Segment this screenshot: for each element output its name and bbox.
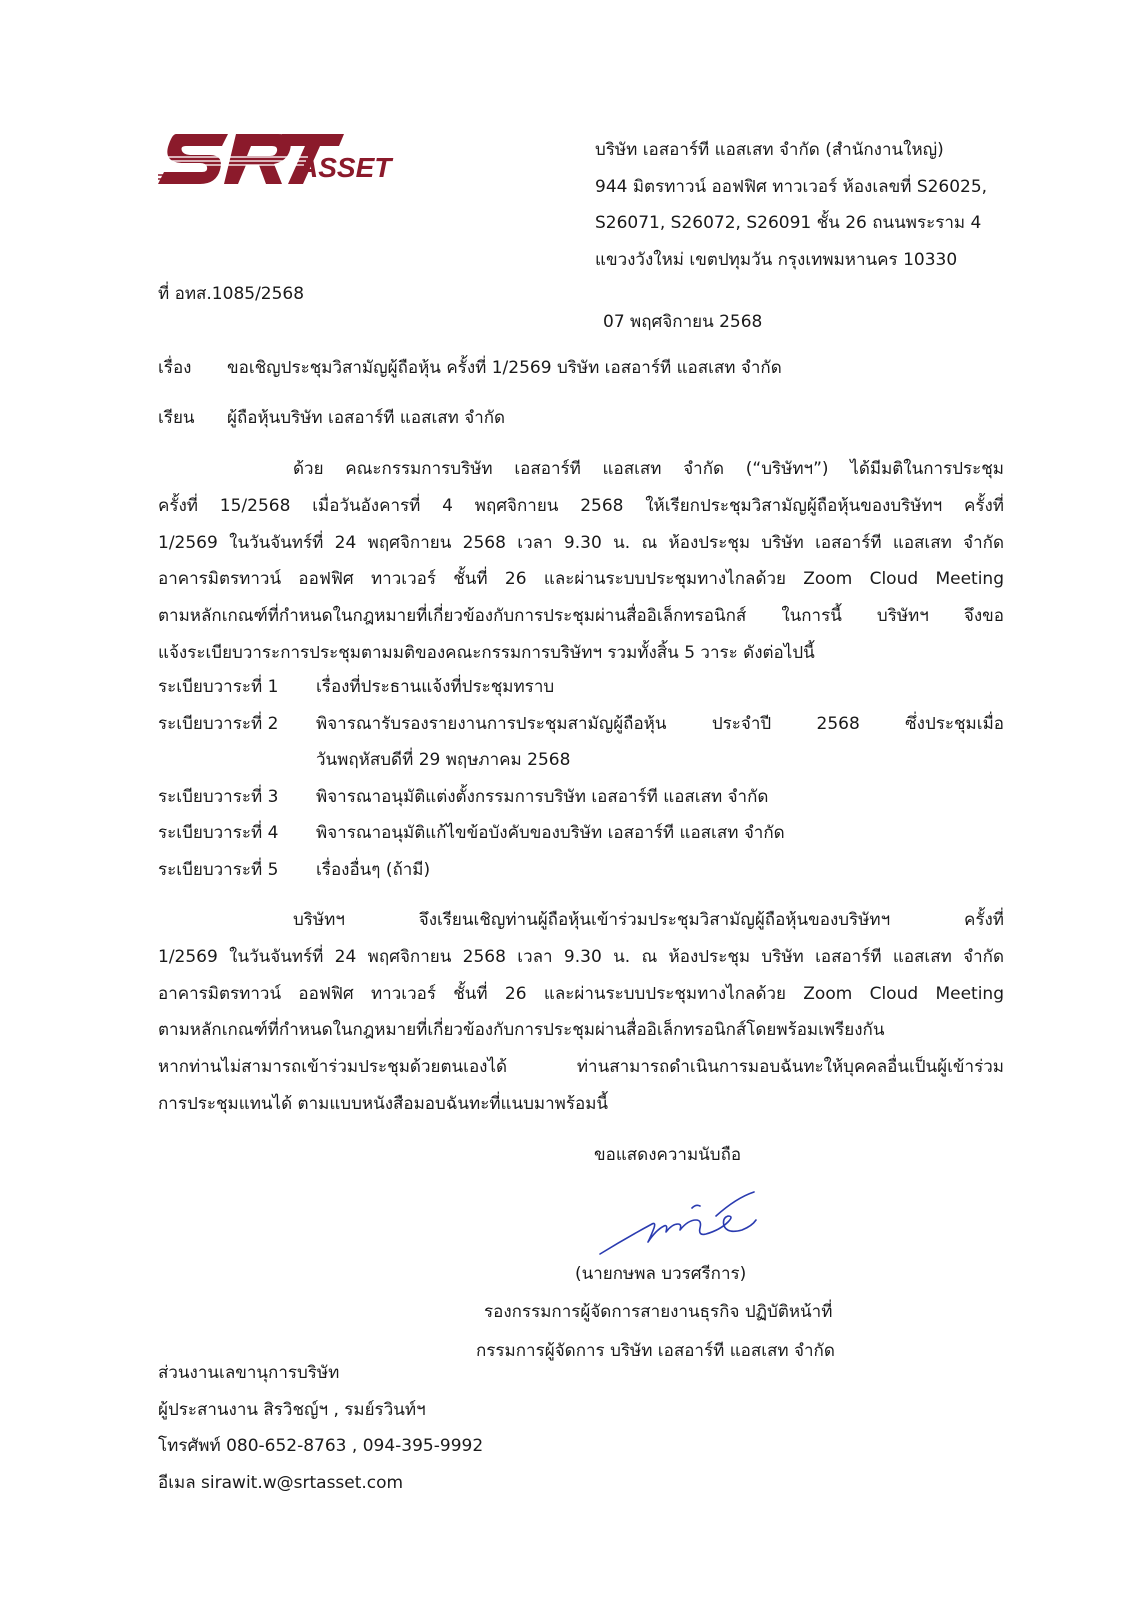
paragraph-line: อาคารมิตรทาวน์ ออฟฟิศ ทาวเวอร์ ชั้นที่ 26 และผ่านระบบประชุมทางไกลด้วย Zoom Cloud Meeting: [158, 983, 1004, 1004]
agenda-item: [158, 669, 1004, 706]
contact-email: อีเมล sirawit.w@srtasset.com: [158, 1472, 404, 1493]
contact-phone: โทรศัพท์ 080-652-8763 , 094-395-9992: [158, 1436, 484, 1457]
recipient-text: ผู้ถือหุ้นบริษัท เอสอาร์ที แอสเสท จำกัด: [227, 408, 506, 428]
agenda-item: [158, 779, 1004, 816]
paragraph-line: 1/2569 ในวันจันทร์ที่ 24 พฤศจิกายน 2568 เวลา 9.30 น. ณ ห้องประชุม บริษัท เอสอาร์ที แอสเสท จำกัด: [158, 946, 1004, 967]
logo-wordmark: ASSET: [298, 152, 392, 183]
paragraph-line: ตามหลักเกณฑ์ที่กำหนดในกฎหมายที่เกี่ยวข้องกับการประชุมผ่านสื่ออิเล็กทรอนิกส์ ในการนี้ บริษัทฯ จึงขอ: [158, 606, 1004, 627]
agenda-item-continued: [158, 742, 1004, 779]
paragraph-line: หากท่านไม่สามารถเข้าร่วมประชุมด้วยตนเองได้ ท่านสามารถดำเนินการมอบฉันทะให้บุคคลอื่นเป็นผู้เข้าร่วม: [158, 1057, 1004, 1078]
subject-label: เรื่อง: [158, 358, 192, 378]
paragraph-line: แจ้งระเบียบวาระการประชุมตามมติของคณะกรรมการบริษัทฯ รวมทั้งสิ้น 5 วาระ ดังต่อไปนี้: [158, 642, 815, 663]
agenda-item: [158, 815, 1004, 852]
contact-info: [158, 1355, 483, 1501]
agenda-list: [158, 669, 1004, 888]
agenda-text: เรื่องที่ประธานแจ้งที่ประชุมทราบ: [316, 677, 555, 697]
agenda-label: ระเบียบวาระที่ 5: [158, 859, 279, 880]
paragraph-line: บริษัทฯ จึงเรียนเชิญท่านผู้ถือหุ้นเข้าร่วมประชุมวิสามัญผู้ถือหุ้นของบริษัทฯ ครั้งที่: [293, 910, 1004, 930]
agenda-text: พิจารณาอนุมัติแต่งตั้งกรรมการบริษัท เอสอาร์ที แอสเสท จำกัด: [316, 786, 769, 807]
signer-name: (นายกษพล บวรศรีการ): [575, 1264, 747, 1284]
agenda-label: ระเบียบวาระที่ 2: [158, 713, 279, 734]
subject-text: ขอเชิญประชุมวิสามัญผู้ถือหุ้น ครั้งที่ 1/2569 บริษัท เอสอาร์ที แอสเสท จำกัด: [227, 358, 782, 378]
address-line: S26071, S26072, S26091 ชั้น 26 ถนนพระราม 4: [595, 213, 982, 233]
paragraph-line: ครั้งที่ 15/2568 เมื่อวันอังคารที่ 4 พฤศจิกายน 2568 ให้เรียกประชุมวิสามัญผู้ถือหุ้นของบริษัทฯ ครั้งที่: [158, 495, 1004, 516]
paragraph-line: ด้วย คณะกรรมการบริษัท เอสอาร์ที แอสเสท จำกัด (“บริษัทฯ”) ได้มีมติในการประชุม: [293, 459, 1004, 479]
agenda-text: พิจารณารับรองรายงานการประชุมสามัญผู้ถือหุ้น ประจำปี 2568 ซึ่งประชุมเมื่อ: [316, 713, 1004, 734]
agenda-label: ระเบียบวาระที่ 3: [158, 786, 279, 807]
address-line: 944 มิตรทาวน์ ออฟฟิศ ทาวเวอร์ ห้องเลขที่ S26025,: [595, 176, 988, 197]
signer-position: กรรมการผู้จัดการ บริษัท เอสอาร์ที แอสเสท จำกัด: [476, 1341, 835, 1361]
company-address: [595, 132, 1015, 278]
agenda-text: วันพฤหัสบดีที่ 29 พฤษภาคม 2568: [316, 750, 571, 770]
address-line: บริษัท เอสอาร์ที แอสเสท จำกัด (สำนักงานใหญ่): [595, 140, 944, 160]
paragraph-line: ตามหลักเกณฑ์ที่กำหนดในกฎหมายที่เกี่ยวข้องกับการประชุมผ่านสื่ออิเล็กทรอนิกส์โดยพร้อมเพรียงกัน: [158, 1020, 885, 1041]
paragraph-line: การประชุมแทนได้ ตามแบบหนังสือมอบฉันทะที่แนบมาพร้อมนี้: [158, 1093, 609, 1114]
paragraph-line: 1/2569 ในวันจันทร์ที่ 24 พฤศจิกายน 2568 เวลา 9.30 น. ณ ห้องประชุม บริษัท เอสอาร์ที แอสเสท จำกัด: [158, 532, 1004, 553]
letter-date: 07 พฤศจิกายน 2568: [603, 312, 763, 332]
agenda-item: [158, 852, 1004, 889]
address-line: แขวงวังใหม่ เขตปทุมวัน กรุงเทพมหานคร 10330: [595, 249, 958, 270]
recipient-label: เรียน: [158, 408, 195, 428]
agenda-text: เรื่องอื่นๆ (ถ้ามี): [316, 859, 431, 880]
paragraph-line: อาคารมิตรทาวน์ ออฟฟิศ ทาวเวอร์ ชั้นที่ 26 และผ่านระบบประชุมทางไกลด้วย Zoom Cloud Meeting: [158, 569, 1004, 590]
agenda-item: [158, 706, 1004, 743]
agenda-label: ระเบียบวาระที่ 4: [158, 823, 279, 843]
agenda-label: ระเบียบวาระที่ 1: [158, 677, 279, 697]
signer-position: รองกรรมการผู้จัดการสายงานธุรกิจ ปฏิบัติหน้าที่: [484, 1302, 833, 1322]
contact-line: ผู้ประสานงาน สิรวิชญ์ฯ , รมย์รวินท์ฯ: [158, 1399, 426, 1420]
paragraph-intro: [158, 451, 1004, 672]
signature-image: [596, 1186, 766, 1261]
paragraph-invitation: [158, 902, 1004, 1123]
contact-line: ส่วนงานเลขานุการบริษัท: [158, 1363, 340, 1383]
closing-salutation: ขอแสดงความนับถือ: [594, 1145, 742, 1165]
agenda-text: พิจารณาอนุมัติแก้ไขข้อบังคับของบริษัท เอสอาร์ที แอสเสท จำกัด: [316, 823, 785, 843]
reference-number: ที่ อทส.1085/2568: [158, 284, 305, 304]
